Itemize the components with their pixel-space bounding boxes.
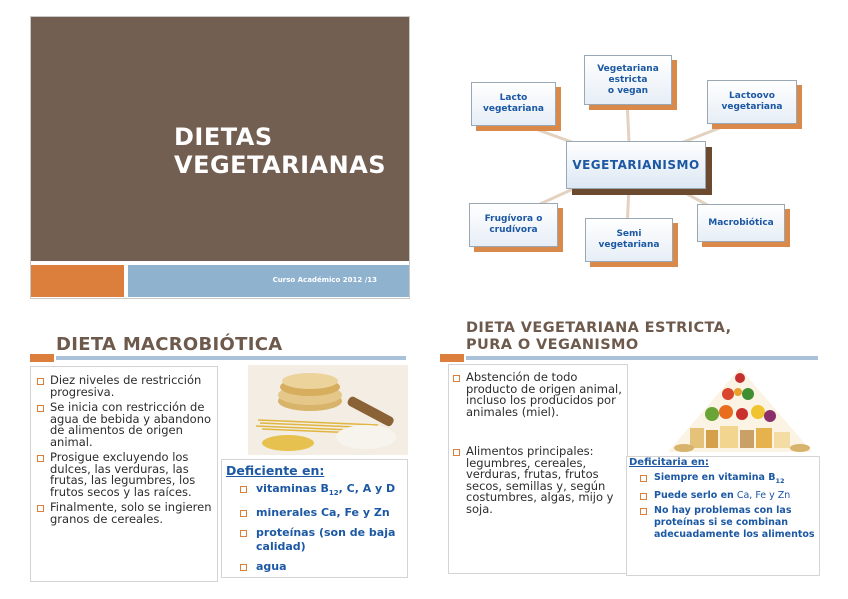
deficiente-heading: Deficiente en:	[226, 463, 325, 478]
node-vegetariana-estricta: Vegetariana estricta o vegan	[584, 55, 672, 105]
list-item: agua	[238, 560, 406, 574]
vitaminas-rest: , C, A y D	[338, 482, 396, 495]
bullet-list	[452, 372, 622, 519]
list-item: No hay problemas con las proteínas si se combinan adecuadamente los alimentos	[636, 505, 816, 541]
node-lactoovo-vegetariana: Lactoovo vegetariana	[707, 80, 797, 124]
slide-diagram	[445, 30, 820, 280]
heading-line-2: PURA O VEGANISMO	[466, 337, 639, 353]
vitamina-subscript: 12	[775, 476, 785, 485]
vitaminas-subscript: 12	[328, 489, 339, 498]
item2-bold: Puede serlo en	[654, 489, 734, 501]
list-item	[636, 490, 816, 502]
orange-accent-bar	[440, 354, 464, 362]
slide-macrobiotica	[30, 318, 408, 580]
deficiente-list	[238, 482, 406, 580]
deficitaria-heading: Deficitaria en:	[629, 457, 709, 468]
slide-title	[30, 16, 410, 299]
list-item: Se inicia con restricción de agua de bebida y abandono de alimentos de origen animal.	[36, 402, 214, 448]
list-item: Finalmente, solo se ingieren granos de cereales.	[36, 502, 214, 525]
node-macrobiotica: Macrobiótica	[697, 204, 785, 242]
blue-accent-bar	[466, 356, 818, 360]
deficitaria-list	[636, 472, 816, 544]
course-label: Curso Académico 2012 /13	[272, 276, 377, 284]
slide-heading	[466, 320, 732, 354]
blue-accent-bar	[56, 356, 406, 360]
node-semi-vegetariana: Semi vegetariana	[585, 218, 673, 262]
list-item: minerales Ca, Fe y Zn	[238, 506, 406, 520]
node-frugivora-crudivora: Frugívora o crudívora	[469, 203, 558, 247]
slide-veganismo	[440, 312, 820, 580]
heading-line-1: DIETA VEGETARIANA ESTRICTA,	[466, 320, 732, 336]
title-line-2: VEGETARIANAS	[174, 151, 387, 179]
vitaminas-text: vitaminas B	[256, 482, 329, 495]
list-item: Alimentos principales: legumbres, cereales, verduras, frutas, frutos secos, semillas y, según costumbres, algas, mijo y soja.	[452, 446, 622, 515]
list-item: proteínas (son de baja calidad)	[238, 526, 406, 554]
title-line-1: DIETAS	[174, 123, 273, 151]
node-lacto-vegetariana: Lacto vegetariana	[471, 82, 556, 126]
item2-normal: Ca, Fe y Zn	[733, 489, 791, 501]
orange-footer-block	[31, 265, 124, 297]
food-pyramid-image	[662, 364, 818, 454]
bullet-list	[36, 375, 214, 529]
slide-heading: DIETA MACROBIÓTICA	[56, 334, 283, 355]
list-item	[238, 482, 406, 500]
list-item: Prosigue excluyendo los dulces, las verduras, las frutas, las legumbres, los frutos secos y las raíces.	[36, 452, 214, 498]
list-item	[636, 472, 816, 487]
node-vegetarianismo: VEGETARIANISMO	[566, 141, 706, 189]
slide-title-text	[174, 123, 386, 179]
list-item: Abstención de todo producto de origen animal, incluso los producidos por animales (miel).	[452, 372, 622, 418]
list-item: Diez niveles de restricción progresiva.	[36, 375, 214, 398]
macrobiotic-food-image	[248, 365, 408, 455]
orange-accent-bar	[30, 354, 54, 362]
vitamina-text: Siempre en vitamina B	[654, 472, 776, 483]
